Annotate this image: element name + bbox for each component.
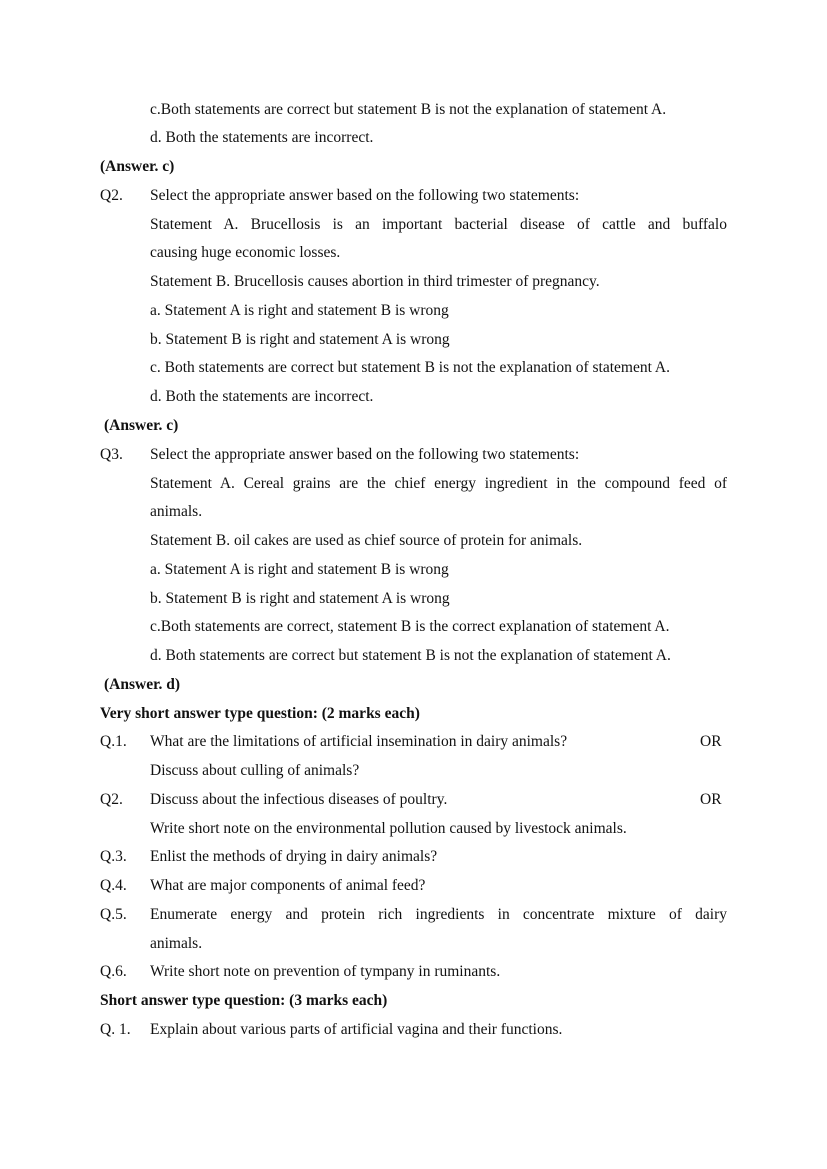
q2-option-d: d. Both the statements are incorrect. [150, 388, 374, 405]
vs-q4-number: Q.4. [100, 877, 127, 894]
q2-statement-a-line1: Statement A. Brucellosis is an important bacterial disease of cattle and buffalo [150, 216, 727, 233]
vs-q1-number: Q.1. [100, 733, 127, 750]
q3-statement-b: Statement B. oil cakes are used as chief source of protein for animals. [150, 532, 583, 549]
vs-q1-or: OR [700, 733, 722, 750]
prev-answer: (Answer. c) [100, 158, 175, 175]
q2-statement-b: Statement B. Brucellosis causes abortion in third trimester of pregnancy. [150, 273, 600, 290]
vs-q1-text: What are the limitations of artificial insemination in dairy animals? [150, 733, 568, 750]
q2-option-a: a. Statement A is right and statement B is wrong [150, 302, 449, 319]
vs-q4-text: What are major components of animal feed? [150, 877, 426, 894]
q2-number: Q2. [100, 187, 123, 204]
q3-option-b: b. Statement B is right and statement A is wrong [150, 590, 450, 607]
vs-q6-number: Q.6. [100, 963, 127, 980]
q3-answer: (Answer. d) [104, 676, 181, 693]
vs-q2-alt: Write short note on the environmental pollution caused by livestock animals. [150, 820, 627, 837]
q2-option-b: b. Statement B is right and statement A is wrong [150, 331, 450, 348]
vs-q5-text-line1: Enumerate energy and protein rich ingredients in concentrate mixture of dairy [150, 906, 727, 923]
q3-option-d: d. Both statements are correct but statement B is not the explanation of statement A. [150, 647, 671, 664]
vs-q3-text: Enlist the methods of drying in dairy animals? [150, 848, 438, 865]
q3-option-c: c.Both statements are correct, statement B is the correct explanation of statement A. [150, 618, 670, 635]
prev-option-d: d. Both the statements are incorrect. [150, 129, 374, 146]
q2-option-c: c. Both statements are correct but statement B is not the explanation of statement A. [150, 359, 670, 376]
s-q1-text: Explain about various parts of artificial vagina and their functions. [150, 1021, 563, 1038]
q3-prompt: Select the appropriate answer based on the following two statements: [150, 446, 580, 463]
q3-statement-a-line1: Statement A. Cereal grains are the chief energy ingredient in the compound feed of [150, 475, 727, 492]
vs-q1-alt: Discuss about culling of animals? [150, 762, 360, 779]
q2-answer: (Answer. c) [104, 417, 179, 434]
vs-q3-number: Q.3. [100, 848, 127, 865]
vs-q5-text-line2: animals. [150, 935, 203, 952]
prev-option-c: c.Both statements are correct but statement B is not the explanation of statement A. [150, 101, 667, 118]
q2-prompt: Select the appropriate answer based on the following two statements: [150, 187, 580, 204]
very-short-heading: Very short answer type question: (2 marks each) [100, 705, 420, 722]
short-heading: Short answer type question: (3 marks each) [100, 992, 388, 1009]
q2-statement-a-line2: causing huge economic losses. [150, 244, 341, 261]
s-q1-number: Q. 1. [100, 1021, 131, 1038]
q3-statement-a-line2: animals. [150, 503, 203, 520]
vs-q2-number: Q2. [100, 791, 123, 808]
vs-q2-text: Discuss about the infectious diseases of poultry. [150, 791, 448, 808]
vs-q2-or: OR [700, 791, 722, 808]
q3-number: Q3. [100, 446, 123, 463]
vs-q6-text: Write short note on prevention of tympany in ruminants. [150, 963, 501, 980]
q3-option-a: a. Statement A is right and statement B is wrong [150, 561, 449, 578]
vs-q5-number: Q.5. [100, 906, 127, 923]
